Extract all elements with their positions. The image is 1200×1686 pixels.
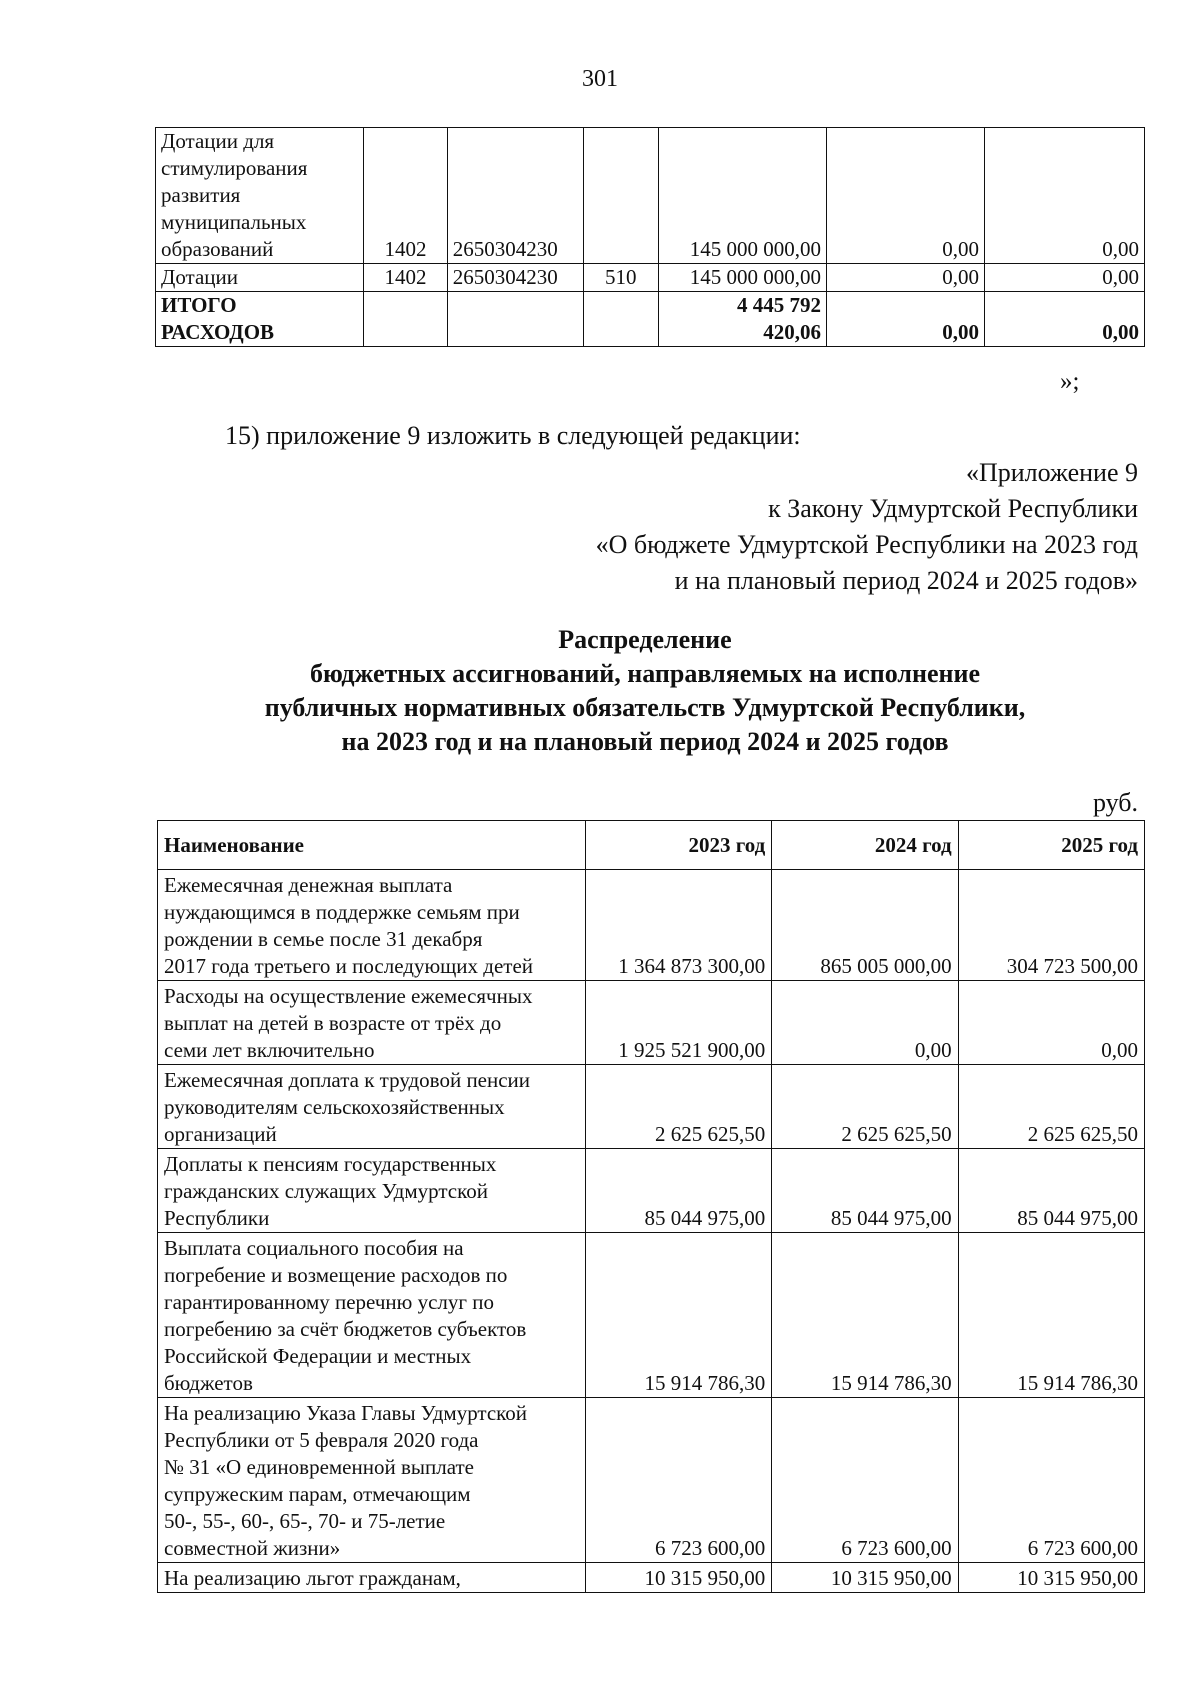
target-code: 2650304230	[447, 128, 583, 264]
amount-2023: 145 000 000,00	[659, 128, 827, 264]
table-row	[158, 1398, 1145, 1563]
row-name	[158, 1233, 586, 1398]
amount-2023: 1 925 521 900,00	[585, 981, 771, 1065]
row-name	[158, 1149, 586, 1233]
amount-2025: 0,00	[958, 981, 1144, 1065]
amount-2024: 0,00	[772, 981, 958, 1065]
document-title	[0, 623, 1200, 759]
name-line: На реализацию льгот гражданам,	[164, 1566, 461, 1590]
name-line: 50-, 55-, 60-, 65-, 70- и 75-летие	[164, 1509, 446, 1533]
header-name: Наименование	[158, 821, 586, 870]
table-row	[158, 1065, 1145, 1149]
title-line: на 2023 год и на плановый период 2024 и 2025 годов	[341, 727, 949, 756]
closing-quote: »;	[1060, 368, 1080, 395]
amount-2025: 10 315 950,00	[958, 1563, 1144, 1593]
name-line: руководителям сельскохозяйственных	[164, 1095, 505, 1119]
name-line: 2017 года третьего и последующих детей	[164, 954, 534, 978]
amount-2023: 6 723 600,00	[585, 1398, 771, 1563]
amount-2024: 85 044 975,00	[772, 1149, 958, 1233]
amount-2025: 0,00	[984, 128, 1144, 264]
row-name	[158, 1065, 586, 1149]
table-row	[158, 1563, 1145, 1593]
title-line: бюджетных ассигнований, направляемых на исполнение	[309, 659, 981, 688]
name-line: ИТОГО	[161, 293, 237, 317]
name-line: семи лет включительно	[164, 1038, 375, 1062]
amount-2024: 10 315 950,00	[772, 1563, 958, 1593]
amount-2023: 2 625 625,50	[585, 1065, 771, 1149]
title-line: публичных нормативных обязательств Удмуртской Республики,	[264, 693, 1026, 722]
name-line: погребение и возмещение расходов по	[164, 1263, 508, 1287]
target-code	[447, 292, 583, 347]
row-name: Дотации	[156, 264, 364, 292]
name-line: Ежемесячная доплата к трудовой пенсии	[164, 1068, 531, 1092]
table-row	[158, 1149, 1145, 1233]
allocations-table	[157, 820, 1145, 1593]
expense-type: 510	[583, 264, 658, 292]
name-line: организаций	[164, 1122, 277, 1146]
amount-2024: 2 625 625,50	[772, 1065, 958, 1149]
amount-2023: 10 315 950,00	[585, 1563, 771, 1593]
amount-2024: 15 914 786,30	[772, 1233, 958, 1398]
name-line: супружеским парам, отмечающим	[164, 1482, 471, 1506]
name-line: РАСХОДОВ	[161, 320, 275, 344]
amount-2023: 1 364 873 300,00	[585, 870, 771, 981]
name-line: Республики от 5 февраля 2020 года	[164, 1428, 479, 1452]
name-line: нуждающимся в поддержке семьям при	[164, 900, 520, 924]
name-line: Выплата социального пособия на	[164, 1236, 464, 1260]
row-name	[158, 1398, 586, 1563]
name-line: рождении в семье после 31 декабря	[164, 927, 483, 951]
row-name	[158, 870, 586, 981]
name-line: бюджетов	[164, 1371, 253, 1395]
appendix-line: к Закону Удмуртской Республики	[768, 494, 1138, 523]
row-name	[156, 128, 364, 264]
name-line: стимулирования	[161, 156, 308, 180]
name-line: № 31 «О единовременной выплате	[164, 1455, 474, 1479]
amount-2023: 15 914 786,30	[585, 1233, 771, 1398]
table-row	[158, 870, 1145, 981]
amount-2025: 304 723 500,00	[958, 870, 1144, 981]
total-line: 4 445 792	[737, 293, 822, 317]
section-code: 1402	[364, 264, 448, 292]
expenses-table	[155, 127, 1145, 347]
amount-2024: 6 723 600,00	[772, 1398, 958, 1563]
name-line: Доплаты к пенсиям государственных	[164, 1152, 497, 1176]
expense-type	[583, 292, 658, 347]
name-line: Расходы на осуществление ежемесячных	[164, 984, 533, 1008]
appendix-line: и на плановый период 2024 и 2025 годов»	[674, 566, 1138, 595]
table-header-row	[158, 821, 1145, 870]
section-code	[364, 292, 448, 347]
amount-2024: 0,00	[827, 128, 985, 264]
name-line: Ежемесячная денежная выплата	[164, 873, 453, 897]
amount-2023: 145 000 000,00	[659, 264, 827, 292]
appendix-header	[338, 455, 1138, 599]
name-line: муниципальных	[161, 210, 307, 234]
name-line: развития	[161, 183, 241, 207]
name-line: выплат на детей в возрасте от трёх до	[164, 1011, 502, 1035]
total-amount-2024: 0,00	[827, 292, 985, 347]
total-row	[156, 292, 1145, 347]
name-line: совместной жизни»	[164, 1536, 341, 1560]
row-name	[158, 981, 586, 1065]
amount-2023: 85 044 975,00	[585, 1149, 771, 1233]
name-line: Дотации для	[161, 129, 275, 153]
row-name	[158, 1563, 586, 1593]
name-line: На реализацию Указа Главы Удмуртской	[164, 1401, 528, 1425]
appendix-line: «О бюджете Удмуртской Республики на 2023 год	[595, 530, 1138, 559]
header-2024: 2024 год	[772, 821, 958, 870]
header-2023: 2023 год	[585, 821, 771, 870]
name-line: Республики	[164, 1206, 270, 1230]
row-name	[156, 292, 364, 347]
amount-2025: 0,00	[984, 264, 1144, 292]
header-2025: 2025 год	[958, 821, 1144, 870]
appendix-line: «Приложение 9	[965, 458, 1138, 487]
name-line: гарантированному перечню услуг по	[164, 1290, 494, 1314]
name-line: гражданских служащих Удмуртской	[164, 1179, 488, 1203]
amount-2025: 2 625 625,50	[958, 1065, 1144, 1149]
amount-2024: 0,00	[827, 264, 985, 292]
page-number: 301	[582, 66, 618, 92]
table-row	[156, 128, 1145, 264]
target-code: 2650304230	[447, 264, 583, 292]
table-row	[158, 981, 1145, 1065]
amendment-instruction: 15) приложение 9 изложить в следующей редакции:	[225, 421, 801, 450]
title-line: Распределение	[558, 625, 732, 654]
currency-unit: руб.	[1092, 788, 1138, 817]
total-amount-2023	[659, 292, 827, 347]
name-line: погребению за счёт бюджетов субъектов	[164, 1317, 527, 1341]
name-line: образований	[161, 237, 274, 261]
name-line: Российской Федерации и местных	[164, 1344, 472, 1368]
section-code: 1402	[364, 128, 448, 264]
amount-2024: 865 005 000,00	[772, 870, 958, 981]
amount-2025: 15 914 786,30	[958, 1233, 1144, 1398]
amount-2025: 6 723 600,00	[958, 1398, 1144, 1563]
table-row	[158, 1233, 1145, 1398]
expense-type	[583, 128, 658, 264]
table-row	[156, 264, 1145, 292]
amount-2025: 85 044 975,00	[958, 1149, 1144, 1233]
total-line: 420,06	[763, 320, 822, 344]
total-amount-2025: 0,00	[984, 292, 1144, 347]
